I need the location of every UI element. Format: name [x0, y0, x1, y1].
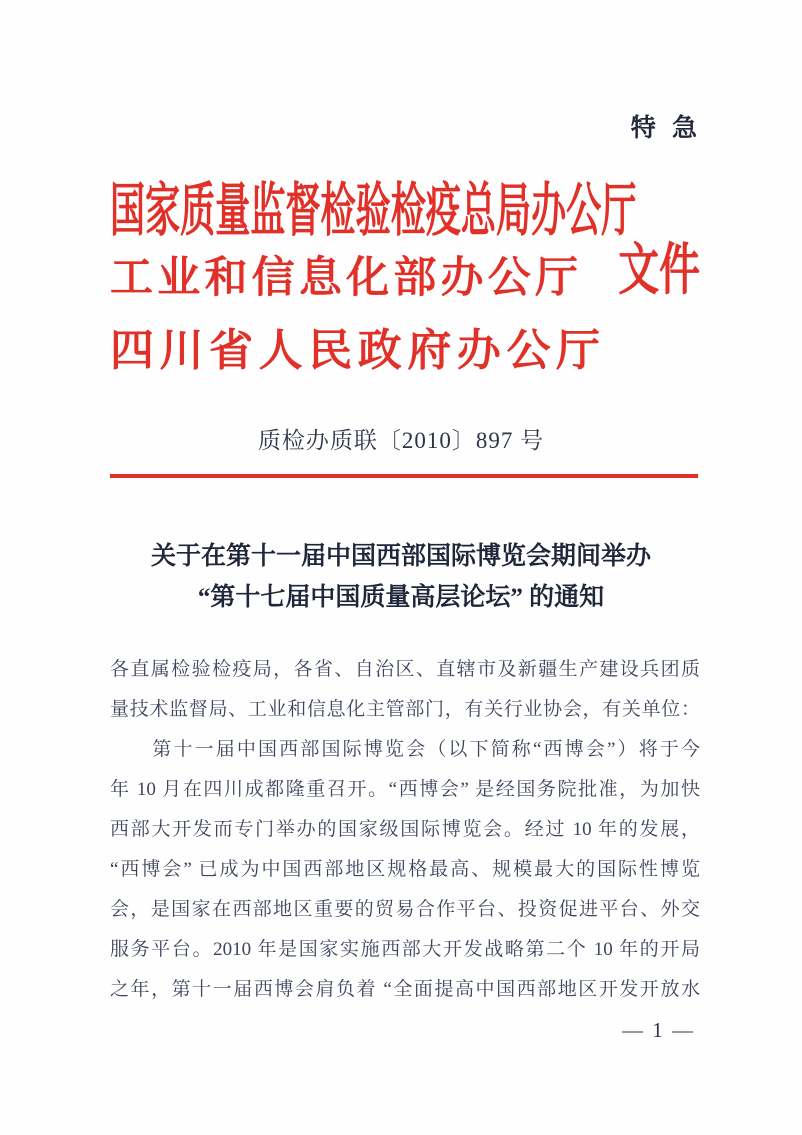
body-line: 量技术监督局、工业和信息化主管部门，有关行业协会，有关单位： — [110, 699, 700, 720]
urgency-label: 特 急 — [630, 115, 702, 142]
letterhead-agency-3: 四川省人民政府办公厅 — [110, 326, 600, 375]
document-body — [110, 650, 700, 1010]
letterhead-agency-1 — [110, 178, 700, 253]
red-separator-rule — [110, 474, 698, 478]
body-line: 年 10 月在四川成都隆重召开。“西博会” 是经国务院批准，为加快 — [110, 779, 700, 800]
body-line: 西部大开发而专门举办的国家级国际博览会。经过 10 年的发展， — [110, 819, 700, 840]
title-line-2: “第十七届中国质量高层论坛” 的通知 — [197, 584, 605, 611]
document-title — [0, 536, 802, 618]
page-number: — 1 — — [622, 1018, 695, 1042]
letterhead-agency-1-text: 国家质量监督检验检疫总局办公厅 — [110, 178, 637, 243]
letterhead-document-word: 文件 — [618, 240, 700, 302]
body-line: 之年，第十一届西博会肩负着 “全面提高中国西部地区开发开放水 — [110, 979, 700, 1000]
document-number: 质检办质联〔2010〕897 号 — [257, 428, 545, 453]
body-line: 服务平台。2010 年是国家实施西部大开发战略第二个 10 年的开局 — [110, 939, 700, 960]
body-line: “西博会” 已成为中国西部地区规格最高、规模最大的国际性博览 — [110, 859, 700, 880]
body-line: 各直属检验检疫局，各省、自治区、直辖市及新疆生产建设兵团质 — [110, 659, 700, 680]
body-line: 会，是国家在西部地区重要的贸易合作平台、投资促进平台、外交 — [110, 899, 700, 920]
letterhead — [110, 178, 700, 385]
letterhead-agency-2: 工业和信息化部办公厅 — [110, 255, 578, 302]
title-line-1: 关于在第十一届中国西部国际博览会期间举办 — [150, 543, 651, 570]
body-line: 第十一届中国西部国际博览会（以下简称“西博会”）将于今 — [110, 739, 700, 760]
